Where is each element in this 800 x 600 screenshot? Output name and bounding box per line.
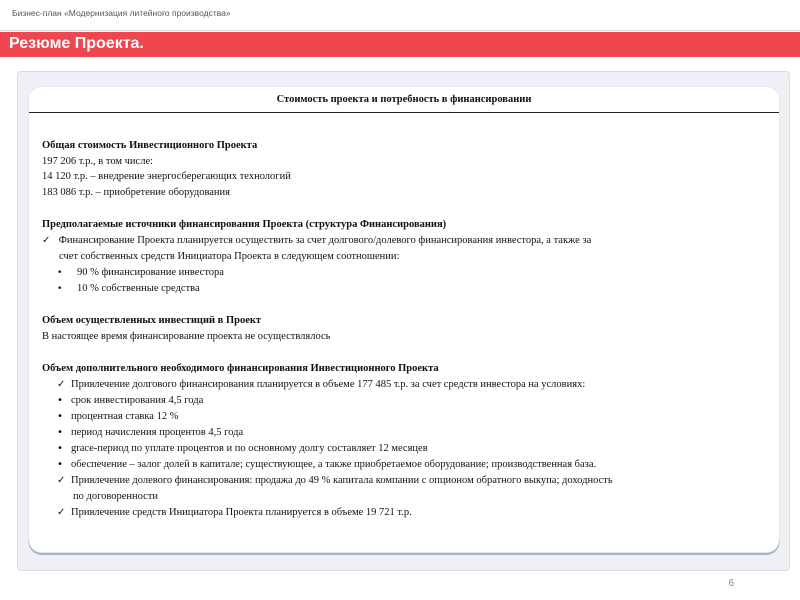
list-item-text: 10 % собственные средства <box>77 283 200 294</box>
bullet-icon: • <box>57 268 63 278</box>
equity-text-continued: по договоренности <box>73 491 159 502</box>
debt-check-item <box>57 379 585 391</box>
total-line: 14 120 т.р. – внедрение энергосберегающих технологий <box>42 171 291 182</box>
list-item <box>57 267 224 279</box>
condition-item <box>57 427 243 439</box>
bullet-icon: • <box>57 427 63 438</box>
condition-item <box>57 395 203 407</box>
page-number: 6 <box>728 578 734 589</box>
condition-text: grace-период по уплате процентов и по основному долгу составляет 12 месяцев <box>71 443 428 454</box>
equity-text: Привлечение долевого финансирования: продажа до 49 % капитала компании с опционом обратного выкупа; доходность <box>71 475 613 486</box>
bullet-icon: • <box>57 443 63 454</box>
completed-text: В настоящее время финансирование проекта не осуществлялось <box>42 331 331 342</box>
check-icon: ✓ <box>57 507 66 518</box>
condition-text: процентная ставка 12 % <box>71 411 179 422</box>
check-icon: ✓ <box>57 379 66 390</box>
total-line: 183 086 т.р. – приобретение оборудования <box>42 187 230 198</box>
condition-item <box>57 443 428 455</box>
summary-card <box>28 86 780 553</box>
bullet-icon: • <box>57 284 63 294</box>
condition-item <box>57 459 596 471</box>
sources-check-item <box>42 235 591 247</box>
equity-check-item <box>57 475 613 487</box>
condition-text: период начисления процентов 4,5 года <box>71 427 244 438</box>
sources-title: Предполагаемые источники финансирования Проекта (структура Финансирования) <box>42 219 447 230</box>
list-item <box>57 283 200 295</box>
additional-title: Объем дополнительного необходимого финансирования Инвестиционного Проекта <box>42 363 439 374</box>
page-title: Резюме Проекта. <box>9 35 144 52</box>
breadcrumb: Бизнес-план «Модернизация литейного производства» <box>12 8 231 18</box>
title-bar <box>0 32 800 57</box>
bullet-icon: • <box>57 459 63 470</box>
condition-text: обеспечение – залог долей в капитале; существующее, а также приобретаемое оборудование; производственная база. <box>71 459 597 470</box>
card-heading: Стоимость проекта и потребность в финансировании <box>276 94 532 105</box>
bullet-icon: • <box>57 411 63 422</box>
check-icon: ✓ <box>57 475 66 486</box>
check-icon: ✓ <box>42 235 51 246</box>
initiator-check-item <box>57 507 412 519</box>
condition-item <box>57 411 178 423</box>
total-line: 197 206 т.р., в том числе: <box>42 156 154 167</box>
bullet-icon: • <box>57 395 63 406</box>
completed-title: Объем осуществленных инвестиций в Проект <box>42 315 262 326</box>
heading-divider <box>29 112 779 113</box>
sources-text-continued: счет собственных средств Инициатора Проекта в следующем соотношении: <box>59 251 400 262</box>
initiator-text: Привлечение средств Инициатора Проекта планируется в объеме 19 721 т.р. <box>71 507 412 518</box>
header-strip <box>0 0 800 31</box>
total-title: Общая стоимость Инвестиционного Проекта <box>42 140 258 151</box>
debt-text: Привлечение долгового финансирования планируется в объеме 177 485 т.р. за счет средств инвестора на условиях: <box>71 379 586 390</box>
sources-text: Финансирование Проекта планируется осуществить за счет долгового/долевого финансирования инвестора, а также за <box>56 235 592 246</box>
list-item-text: 90 % финансирование инвестора <box>77 267 224 278</box>
condition-text: срок инвестирования 4,5 года <box>71 395 204 406</box>
